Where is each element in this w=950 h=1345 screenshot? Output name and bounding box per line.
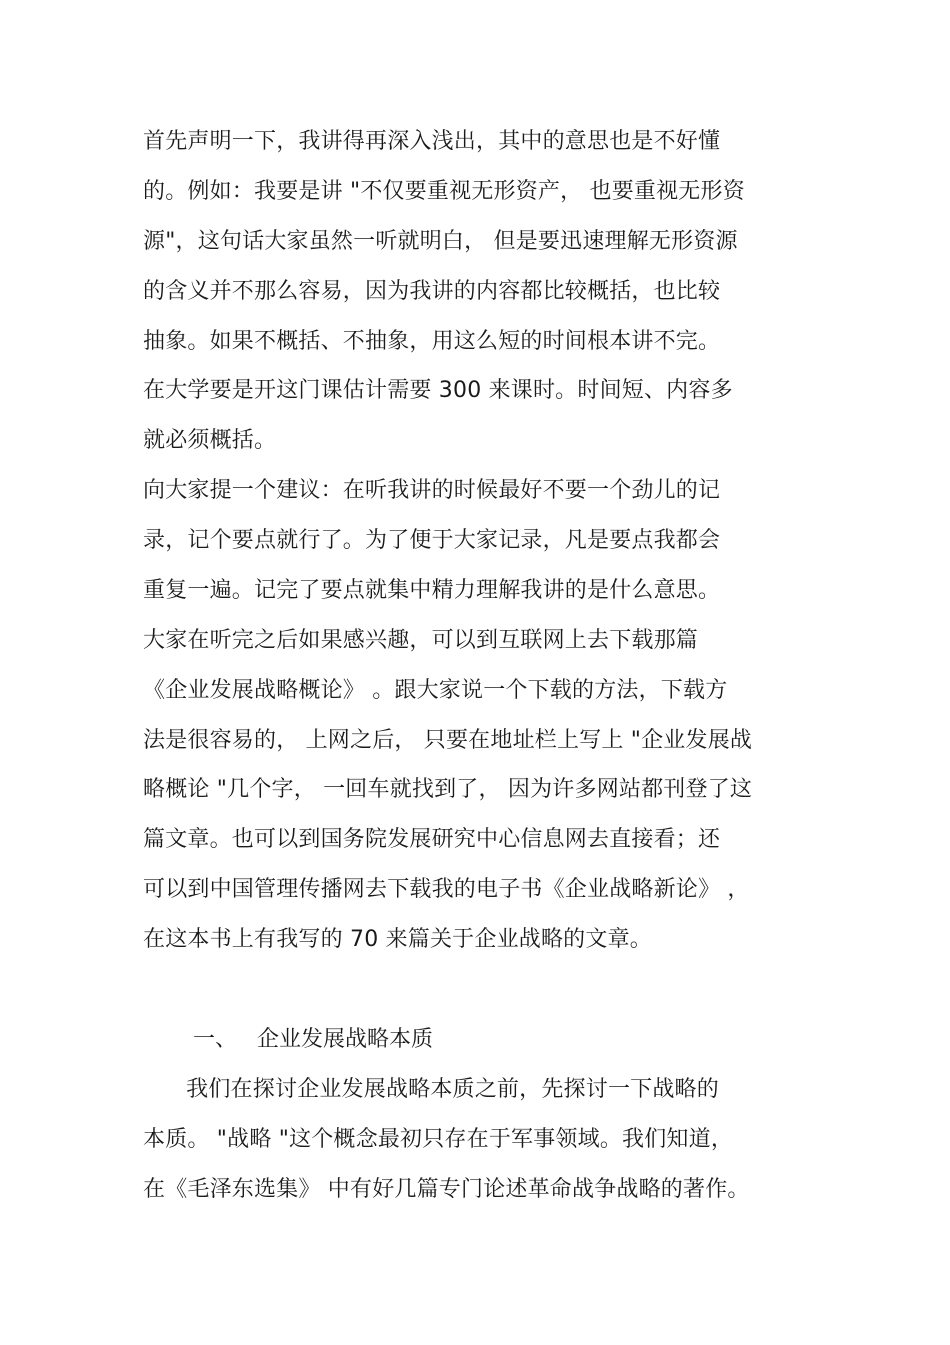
paragraph-line: 在大学要是开这门课估计需要 300 来课时。时间短、内容多 — [143, 378, 733, 403]
paragraph-line: 的。例如：我要是讲 "不仅要重视无形资产， 也要重视无形资 — [143, 179, 745, 204]
section-title: 企业发展战略本质 — [257, 1027, 434, 1052]
paragraph-line: 录，记个要点就行了。为了便于大家记录，凡是要点我都会 — [143, 528, 721, 553]
paragraph-line: 篇文章。也可以到国务院发展研究中心信息网去直接看；还 — [143, 827, 721, 852]
paragraph-line: 本质。 "战略 "这个概念最初只存在于军事领域。我们知道， — [143, 1127, 734, 1152]
paragraph-line: 向大家提一个建议：在听我讲的时候最好不要一个劲儿的记 — [143, 478, 721, 503]
section-number: 一、 — [193, 1027, 238, 1052]
paragraph-line: 在这本书上有我写的 70 来篇关于企业战略的文章。 — [143, 927, 652, 952]
paragraph-line: 首先声明一下，我讲得再深入浅出，其中的意思也是不好懂 — [143, 129, 721, 154]
paragraph-line: 的含义并不那么容易，因为我讲的内容都比较概括，也比较 — [143, 279, 721, 304]
paragraph-line: 大家在听完之后如果感兴趣，可以到互联网上去下载那篇 — [143, 628, 699, 653]
paragraph-line: 重复一遍。记完了要点就集中精力理解我讲的是什么意思。 — [143, 578, 721, 603]
paragraph-line: 可以到中国管理传播网去下载我的电子书《企业战略新论》 ， — [143, 877, 750, 902]
paragraph-line: 就必须概括。 — [143, 428, 277, 453]
paragraph-line: 我们在探讨企业发展战略本质之前，先探讨一下战略的 — [143, 1077, 719, 1102]
paragraph-line: 《企业发展战略概论》 。跟大家说一个下载的方法，下载方 — [143, 678, 728, 703]
paragraph-line: 在《毛泽东选集》 中有好几篇专门论述革命战争战略的著作。 — [143, 1177, 750, 1202]
paragraph-line: 法是很容易的， 上网之后， 只要在地址栏上写上 "企业发展战 — [143, 728, 753, 753]
paragraph-line: 源"，这句话大家虽然一听就明白， 但是要迅速理解无形资源 — [143, 229, 738, 254]
paragraph-line: 略概论 "几个字， 一回车就找到了， 因为许多网站都刊登了这 — [143, 777, 753, 802]
section-heading — [193, 1026, 433, 1054]
paragraph-line: 抽象。如果不概括、不抽象，用这么短的时间根本讲不完。 — [143, 329, 721, 354]
